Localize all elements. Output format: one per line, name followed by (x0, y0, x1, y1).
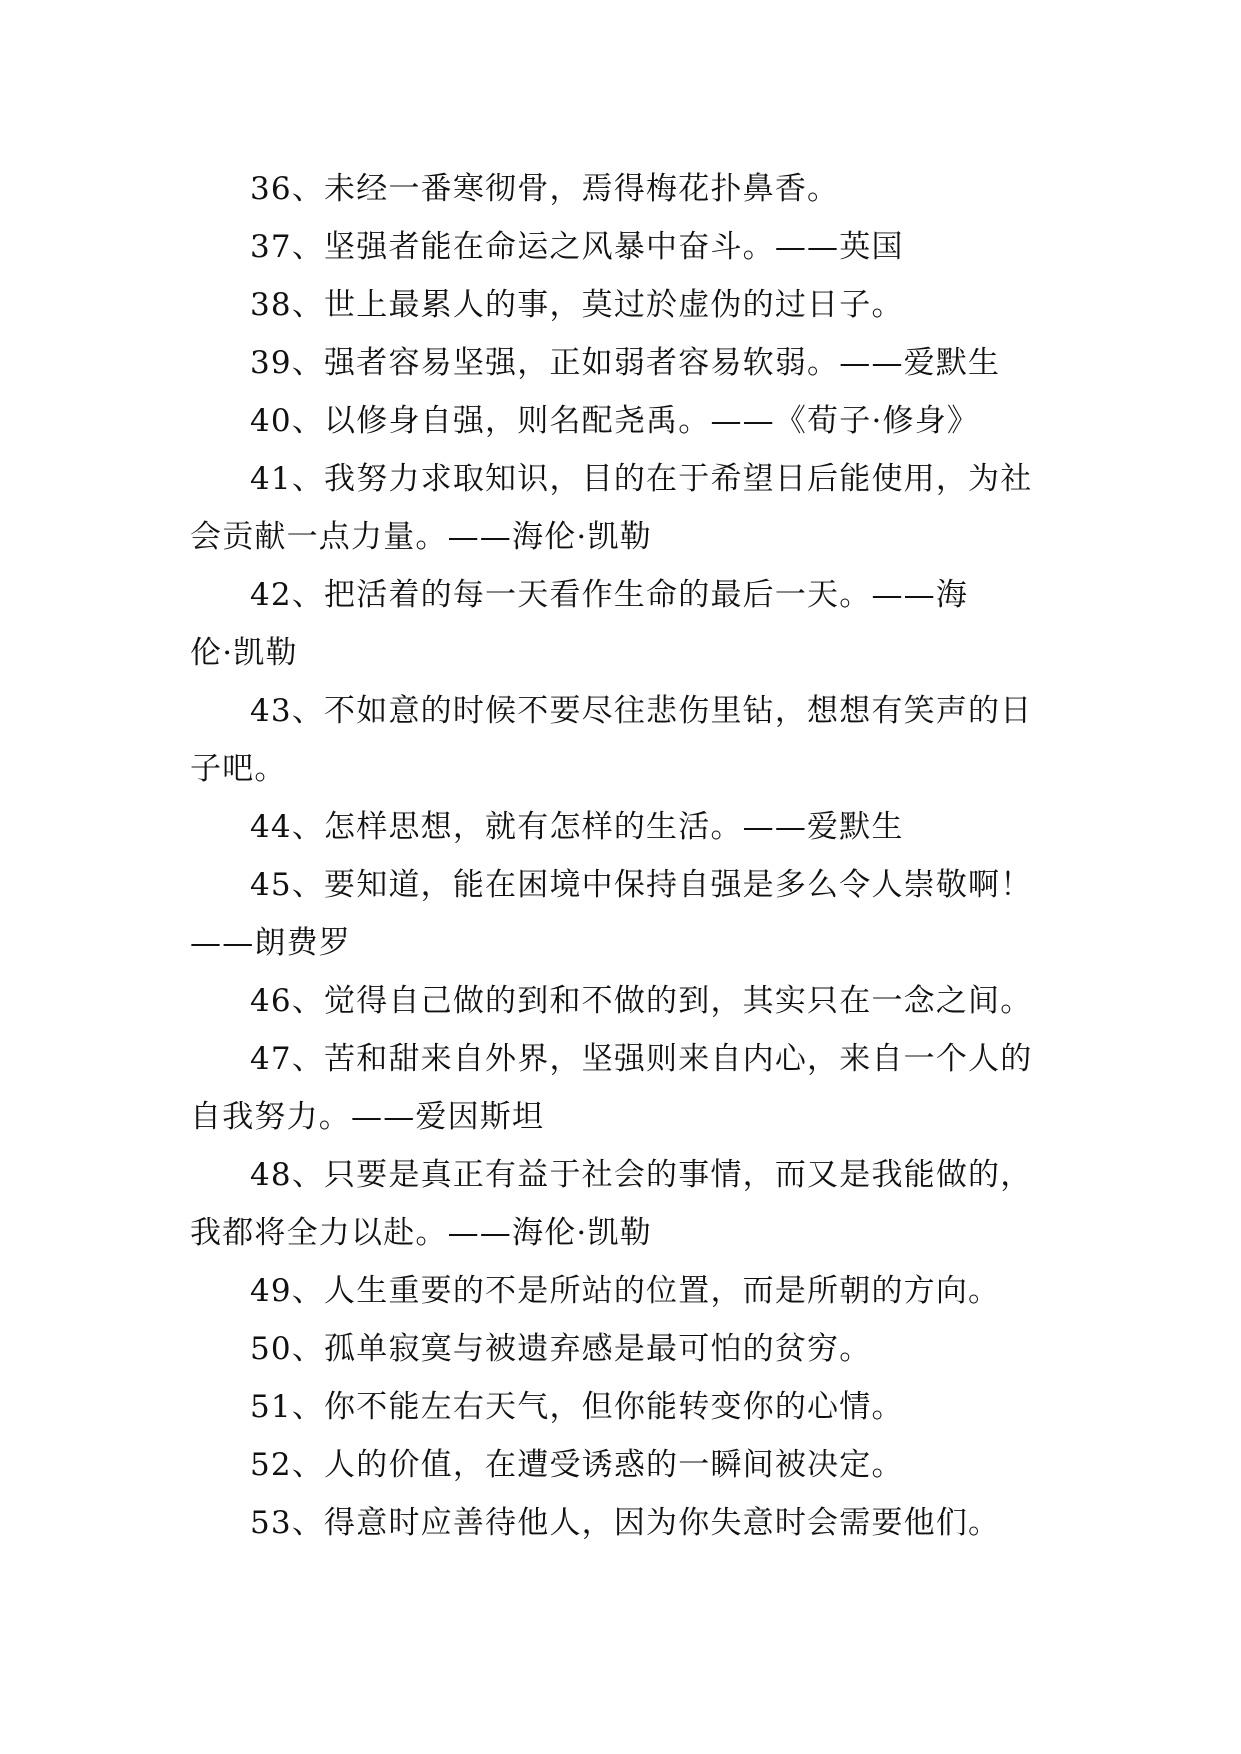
quote-47: 47、苦和甜来自外界，坚强则来自内心，来自一个人的 (250, 1041, 1033, 1077)
quote-53: 53、得意时应善待他人，因为你失意时会需要他们。 (250, 1505, 1001, 1541)
quote-48: 48、只要是真正有益于社会的事情，而又是我能做的， (250, 1157, 1033, 1193)
quote-45-cont: ——朗费罗 (190, 925, 351, 961)
quote-list (190, 160, 1060, 1552)
quote-41: 41、我努力求取知识，目的在于希望日后能使用，为社 (250, 461, 1033, 497)
quote-42-cont: 伦·凯勒 (190, 635, 298, 671)
quote-41-cont: 会贡献一点力量。——海伦·凯勒 (190, 519, 652, 555)
quote-37: 37、坚强者能在命运之风暴中奋斗。——英国 (250, 229, 904, 265)
quote-39: 39、强者容易坚强，正如弱者容易软弱。——爱默生 (250, 345, 1001, 381)
quote-50: 50、孤单寂寞与被遗弃感是最可怕的贫穷。 (250, 1331, 872, 1367)
quote-48-cont: 我都将全力以赴。——海伦·凯勒 (190, 1215, 652, 1251)
quote-51: 51、你不能左右天气，但你能转变你的心情。 (250, 1389, 904, 1425)
quote-43: 43、不如意的时候不要尽往悲伤里钻，想想有笑声的日 (250, 693, 1033, 729)
quote-43-cont: 子吧。 (190, 751, 287, 787)
quote-36: 36、未经一番寒彻骨，焉得梅花扑鼻香。 (250, 171, 840, 207)
quote-40: 40、以修身自强，则名配尧禹。——《荀子·修身》 (250, 403, 980, 439)
quote-52: 52、人的价值，在遭受诱惑的一瞬间被决定。 (250, 1447, 904, 1483)
quote-38: 38、世上最累人的事，莫过於虚伪的过日子。 (250, 287, 904, 323)
quote-42: 42、把活着的每一天看作生命的最后一天。——海 (250, 577, 969, 613)
quote-49: 49、人生重要的不是所站的位置，而是所朝的方向。 (250, 1273, 1001, 1309)
quote-45: 45、要知道，能在困境中保持自强是多么令人崇敬啊！ (250, 867, 1033, 903)
quote-47-cont: 自我努力。——爱因斯坦 (190, 1099, 545, 1135)
quote-46: 46、觉得自己做的到和不做的到，其实只在一念之间。 (250, 983, 1033, 1019)
quote-44: 44、怎样思想，就有怎样的生活。——爱默生 (250, 809, 904, 845)
